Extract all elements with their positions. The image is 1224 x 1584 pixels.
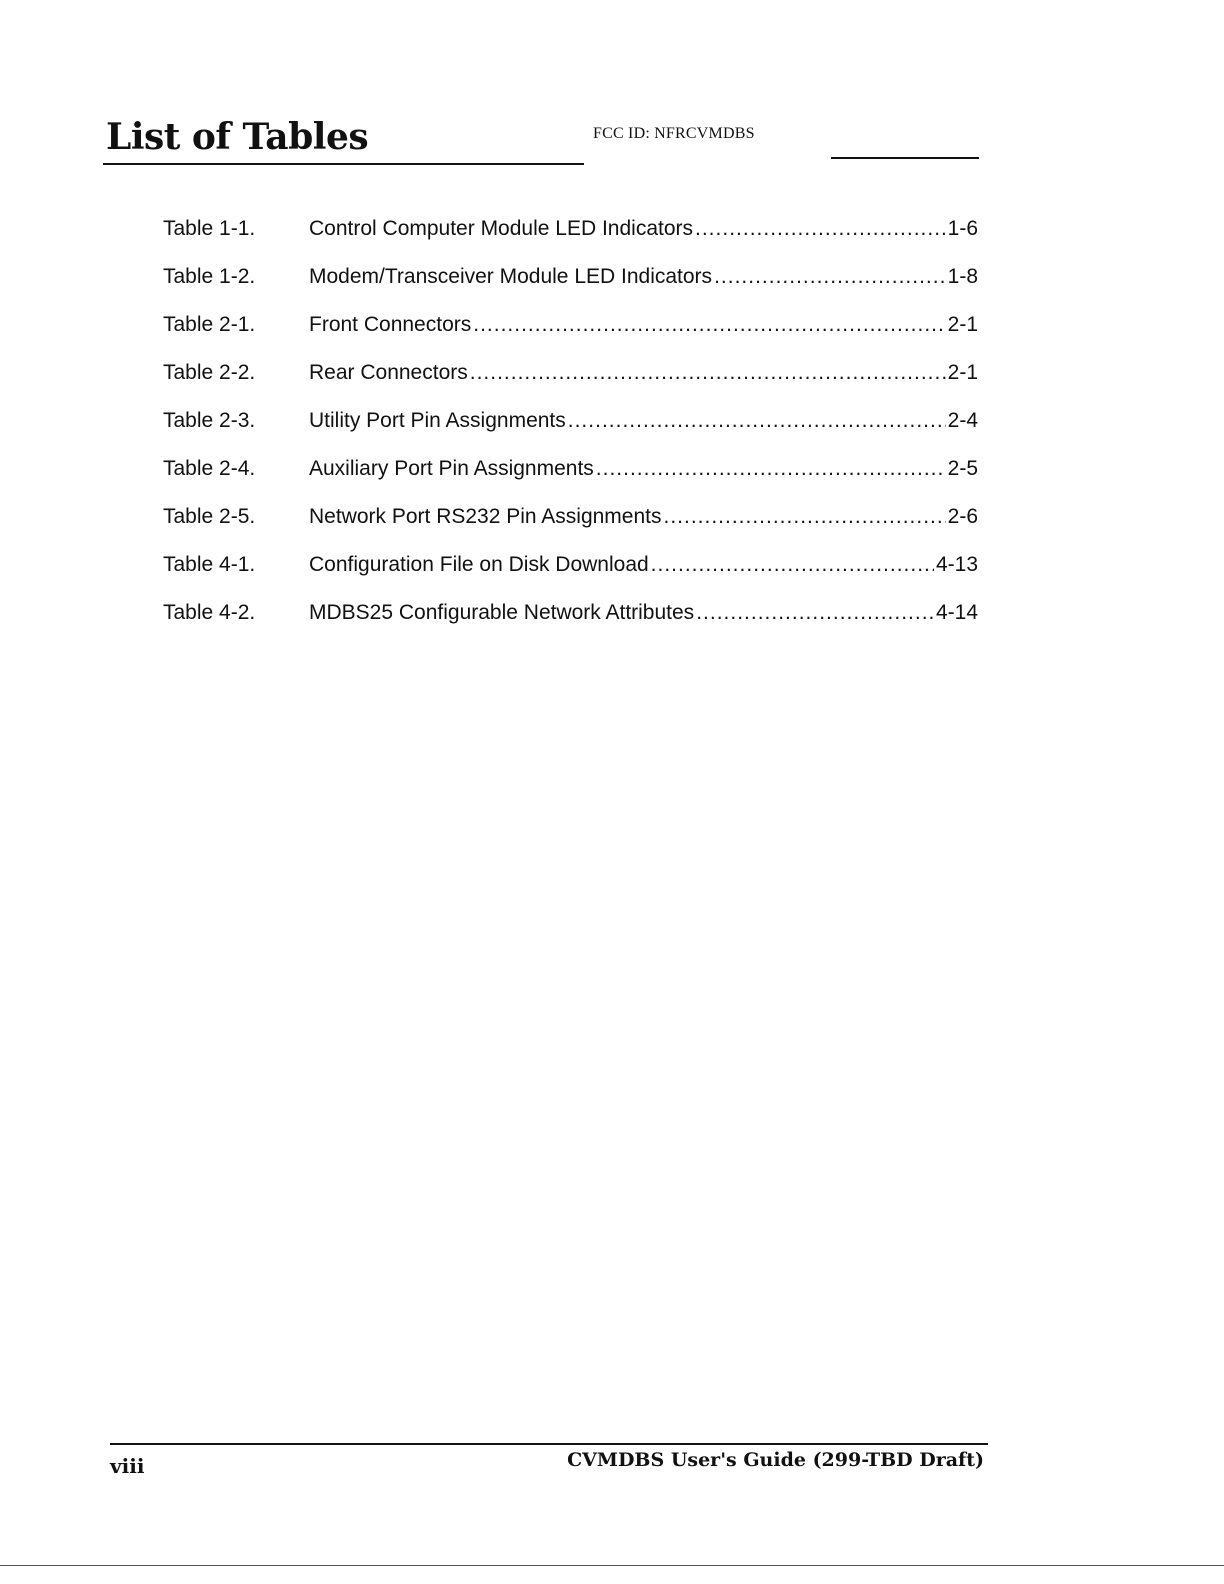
table-title: Front Connectors [309,313,472,336]
page-number: 2-1 [947,313,978,336]
table-title: MDBS25 Configurable Network Attributes [309,601,695,624]
list-of-tables [163,214,978,646]
table-number: Table 4-1. [163,553,256,576]
toc-entry[interactable] [163,262,978,310]
header-rule-left [103,163,584,165]
toc-entry[interactable] [163,550,978,598]
table-title: Auxiliary Port Pin Assignments [309,457,594,480]
toc-entry[interactable] [163,598,978,646]
table-number: Table 2-1. [163,313,256,336]
dot-leader [714,262,946,292]
dot-leader [596,454,946,484]
toc-entry[interactable] [163,454,978,502]
dot-leader [651,550,934,580]
table-number: Table 1-1. [163,217,256,240]
header-rule-right [831,157,979,159]
footer-guide-title: CVMDBS User's Guide (299-TBD Draft) [567,1449,984,1471]
footer-rule [110,1443,988,1445]
table-title: Network Port RS232 Pin Assignments [309,505,662,528]
dot-leader [568,406,946,436]
dot-leader [695,214,946,244]
page-number: 4-13 [935,553,978,576]
toc-entry[interactable] [163,214,978,262]
page-number: 2-6 [947,505,978,528]
footer-page-number: viii [110,1454,145,1478]
dot-leader [470,358,946,388]
table-title: Modem/Transceiver Module LED Indicators [309,265,713,288]
dot-leader [664,502,946,532]
page-number: 1-6 [947,217,978,240]
toc-entry[interactable] [163,358,978,406]
dot-leader [473,310,945,340]
dot-leader [696,598,934,628]
table-title: Rear Connectors [309,361,468,384]
page-number: 2-5 [947,457,978,480]
page-number: 2-4 [947,409,978,432]
page-number: 4-14 [935,601,978,624]
table-number: Table 2-3. [163,409,256,432]
page-number: 2-1 [947,361,978,384]
page-number: 1-8 [947,265,978,288]
page-title: List of Tables [106,116,369,158]
table-number: Table 2-2. [163,361,256,384]
toc-entry[interactable] [163,502,978,550]
fcc-id: FCC ID: NFRCVMDBS [593,125,755,142]
table-title: Configuration File on Disk Download [309,553,649,576]
table-number: Table 2-5. [163,505,256,528]
table-number: Table 2-4. [163,457,256,480]
table-title: Control Computer Module LED Indicators [309,217,694,240]
toc-entry[interactable] [163,310,978,358]
table-title: Utility Port Pin Assignments [309,409,566,432]
toc-entry[interactable] [163,406,978,454]
table-number: Table 1-2. [163,265,256,288]
scan-edge-line [0,1565,1224,1566]
table-number: Table 4-2. [163,601,256,624]
